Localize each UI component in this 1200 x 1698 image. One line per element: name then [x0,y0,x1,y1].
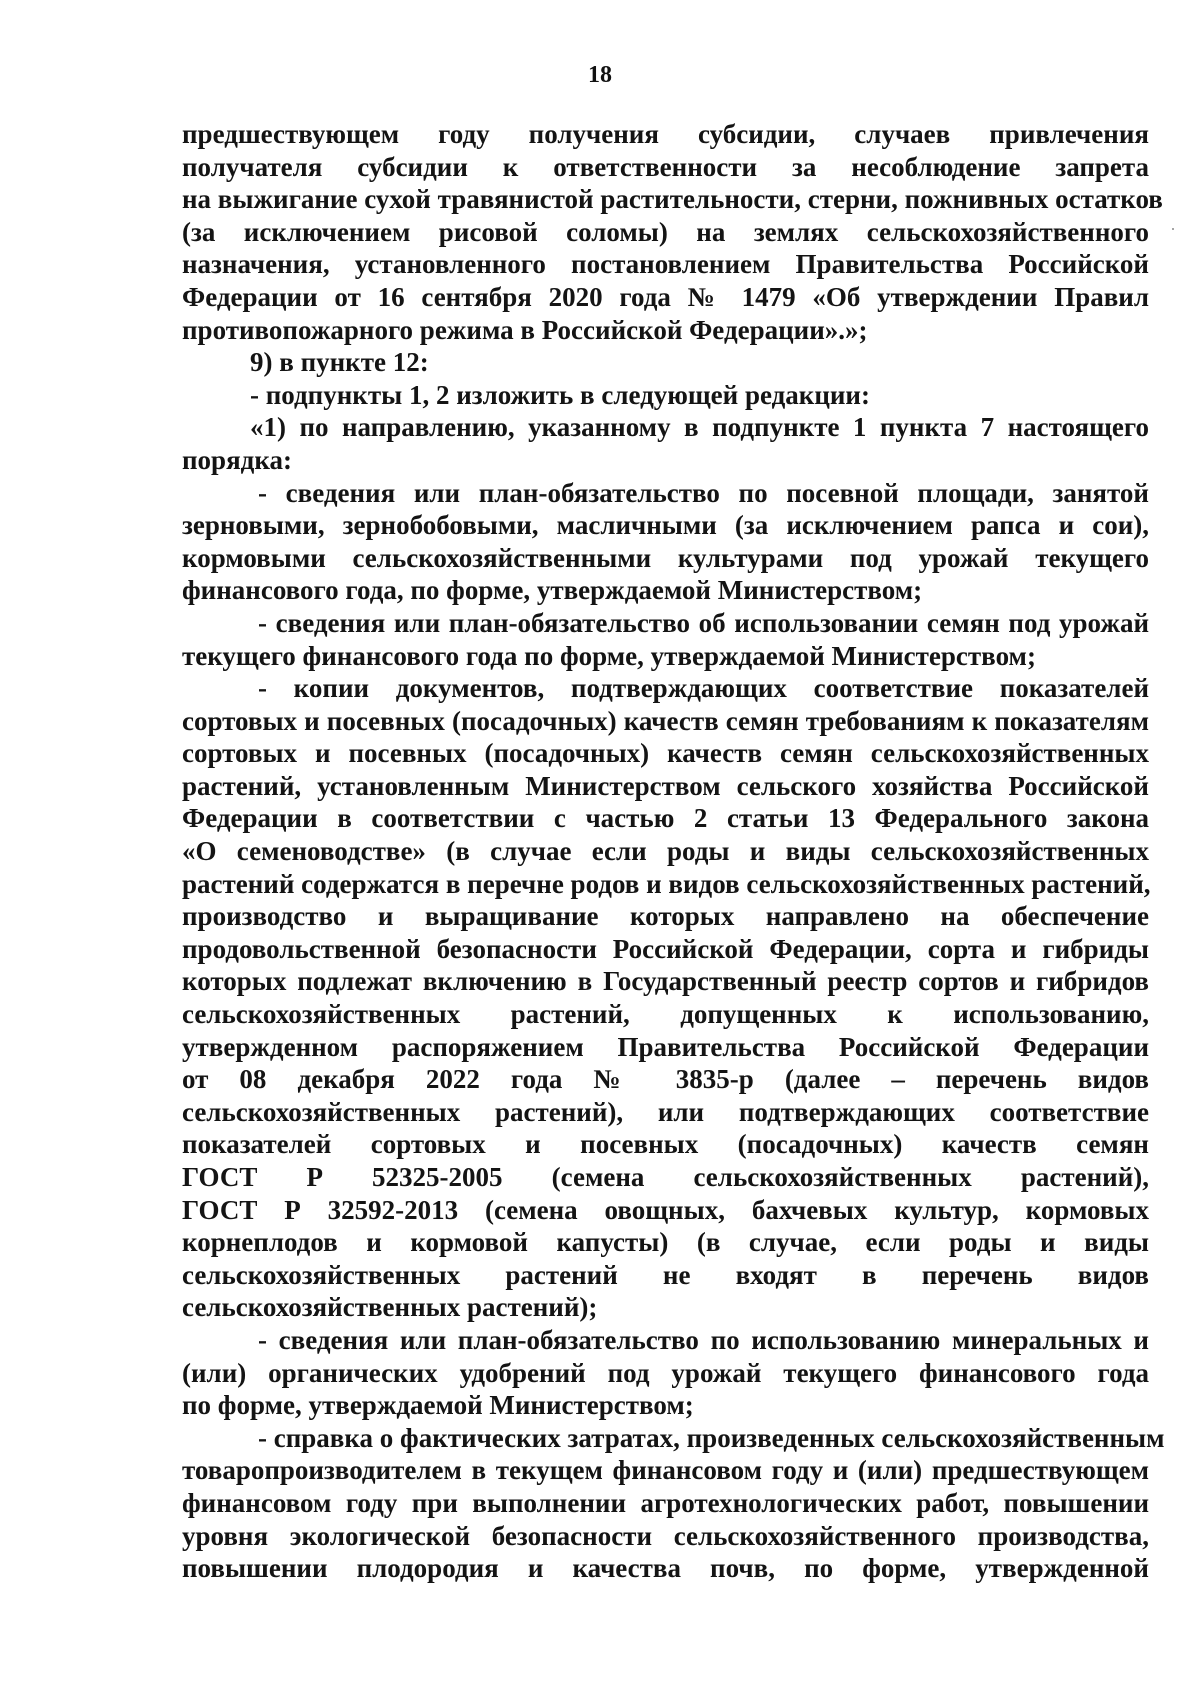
text-line: по форме, утверждаемой Министерством; [182,1390,694,1421]
text-line: товаропроизводителем в текущем финансовом году и (или) предшествующем [182,1455,1149,1486]
text-line: назначения, установленного постановлением Правительства Российской [182,249,1149,280]
text-line: - справка о фактических затратах, произведенных сельскохозяйственным [258,1422,1165,1453]
text-line: на выжигание сухой травянистой растительности, стерни, пожнивных остатков [182,184,1163,215]
text-line: финансового года, по форме, утверждаемой Министерством; [182,575,923,606]
text-line: текущего финансового года по форме, утверждаемой Министерством; [182,640,1036,671]
text-line: сортовых и посевных (посадочных) качеств семян сельскохозяйственных [182,738,1149,769]
text-line: показателей сортовых и посевных (посадочных) качеств семян [182,1129,1149,1160]
text-line: порядка: [182,444,292,475]
text-line: продовольственной безопасности Российской Федерации, сорта и гибриды [182,933,1149,964]
page-number: 18 [588,62,612,88]
text-line: которых подлежат включению в Государственный реестр сортов и гибридов [182,966,1149,997]
text-line: 9) в пункте 12: [250,347,429,378]
text-line: сортовых и посевных (посадочных) качеств семян требованиям к показателям [182,705,1149,736]
text-line: ГОСТ Р 32592-2013 (семена овощных, бахчевых культур, кормовых [182,1194,1149,1225]
text-line: (за исключением рисовой соломы) на землях сельскохозяйственного [182,216,1149,247]
text-line: кормовыми сельскохозяйственными культурами под урожай текущего [182,542,1149,573]
text-line: - подпункты 1, 2 изложить в следующей редакции: [250,379,870,410]
text-line: (или) органических удобрений под урожай текущего финансового года [182,1357,1149,1388]
text-line: «1) по направлению, указанному в подпункте 1 пункта 7 настоящего [250,412,1149,443]
text-line: корнеплодов и кормовой капусты) (в случае, если роды и виды [182,1227,1149,1258]
text-line: «О семеноводстве» (в случае если роды и виды сельскохозяйственных [182,836,1149,867]
text-line: Федерации в соответствии с частью 2 статьи 13 Федерального закона [182,803,1149,834]
text-line: растений, установленным Министерством сельского хозяйства Российской [182,770,1149,801]
text-line: повышении плодородия и качества почв, по форме, утвержденной [182,1553,1149,1584]
text-line: финансовом году при выполнении агротехнологических работ, повышении [182,1487,1149,1518]
text-line: сельскохозяйственных растений не входят в перечень видов [182,1259,1149,1290]
text-line: уровня экологической безопасности сельскохозяйственного производства, [182,1520,1149,1551]
text-line: зерновыми, зернобобовыми, масличными (за исключением рапса и сои), [182,510,1149,541]
text-line: от 08 декабря 2022 года № 3835-р (далее – перечень видов [182,1064,1149,1095]
text-line: - копии документов, подтверждающих соответствие показателей [258,673,1149,704]
text-line: производство и выращивание которых направлено на обеспечение [182,901,1149,932]
text-line: предшествующем году получения субсидии, случаев привлечения [182,119,1149,149]
scan-speck [1172,228,1174,230]
text-line: получателя субсидии к ответственности за несоблюдение запрета [182,151,1149,182]
text-line: ГОСТ Р 52325-2005 (семена сельскохозяйственных растений), [182,1162,1149,1192]
text-line: сельскохозяйственных растений), или подтверждающих соответствие [182,1096,1149,1127]
text-line: сельскохозяйственных растений, допущенных к использованию, [182,999,1149,1030]
text-line: утвержденном распоряжением Правительства Российской Федерации [182,1031,1149,1062]
text-line: - сведения или план-обязательство об использовании семян под урожай [258,607,1149,638]
text-line: - сведения или план-обязательство по использованию минеральных и [258,1324,1149,1355]
text-line: растений содержатся в перечне родов и видов сельскохозяйственных растений, [182,868,1151,899]
text-line: противопожарного режима в Российской Федерации».»; [182,314,868,345]
document-body [182,118,1165,1585]
text-line: Федерации от 16 сентября 2020 года № 1479 «Об утверждении Правил [182,281,1149,312]
text-line: - сведения или план-обязательство по посевной площади, занятой [258,477,1149,508]
text-line: сельскохозяйственных растений); [182,1292,598,1323]
